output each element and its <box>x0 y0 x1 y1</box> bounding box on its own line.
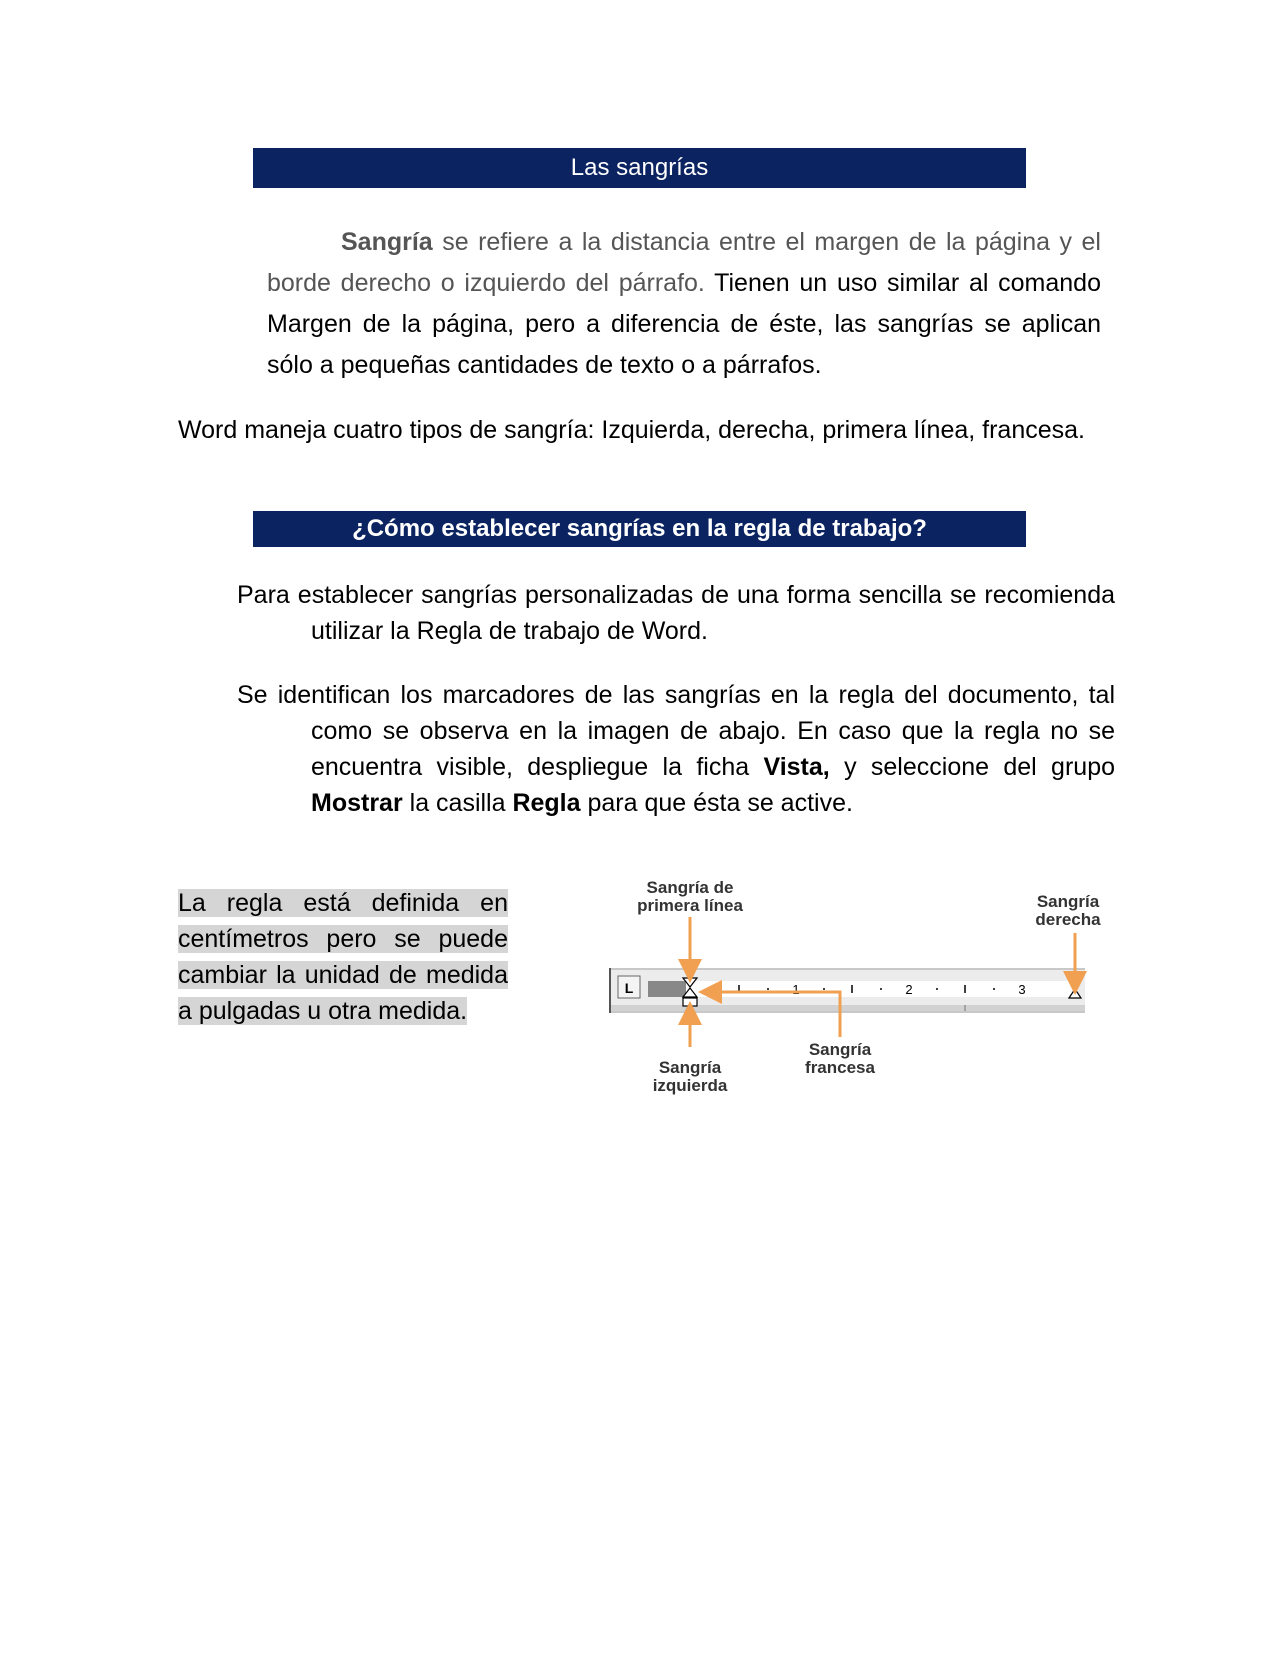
ruler-margin-area <box>648 981 686 997</box>
label-hanging-2: francesa <box>805 1058 875 1077</box>
section-title-como-establecer: ¿Cómo establecer sangrías en la regla de trabajo? <box>253 511 1026 547</box>
side-note <box>178 885 508 1029</box>
tick-label-1: 1 <box>792 982 800 997</box>
tick-label-2: 2 <box>905 982 913 997</box>
label-hanging-1: Sangría <box>808 1040 872 1059</box>
paragraph-marcadores <box>237 677 1115 821</box>
paragraph-definition <box>267 222 1101 386</box>
tab-selector-glyph: L <box>624 980 634 996</box>
term-sangria: Sangría <box>341 228 433 256</box>
side-note-text: La regla está definida en centímetros pero se puede cambiar la unidad de medida a pulgadas u otra medida. <box>178 889 508 1025</box>
p4-text-c: la casilla <box>402 789 513 817</box>
label-first-line-1: Sangría de <box>646 878 734 897</box>
label-right-2: derecha <box>1035 910 1101 929</box>
label-first-line-2: primera línea <box>637 896 743 915</box>
paragraph-types: Word maneja cuatro tipos de sangría: Izquierda, derecha, primera línea, francesa. <box>178 416 1085 444</box>
label-left-1: Sangría <box>658 1058 722 1077</box>
section-title-sangrias: Las sangrías <box>253 148 1026 188</box>
definition-rest: Tienen un uso similar al comando Margen de la página, pero a diferencia de éste, las sangrías se aplican sólo a pequeñas cantidades de texto o a párrafos. <box>267 269 1101 379</box>
p4-text-d: para que ésta se active. <box>580 789 853 817</box>
paragraph-establecer: Para establecer sangrías personalizadas de una forma sencilla se recomienda utilizar la Regla de trabajo de Word. <box>237 581 1115 645</box>
ruler-bottom-edge <box>610 1005 1085 1011</box>
p4-vista: Vista, <box>763 753 830 781</box>
tick-label-3: 3 <box>1018 982 1026 997</box>
p4-regla: Regla <box>512 789 581 817</box>
p4-mostrar: Mostrar <box>311 789 403 817</box>
p4-text-a: Se identifican los marcadores de las sangrías en la regla del documento, tal como se observa en la imagen de abajo. En caso que la regla no se encuentra visible, despliegue la ficha <box>237 681 1115 781</box>
left-indent-marker[interactable] <box>683 998 697 1006</box>
label-left-2: izquierda <box>652 1076 728 1095</box>
label-right-1: Sangría <box>1036 892 1100 911</box>
p4-text-b: y seleccione del grupo <box>829 753 1115 781</box>
ruler-figure <box>600 875 1120 1110</box>
definition-text: se refiere a la distancia entre el margen de la página y el borde derecho o izquierdo del párrafo. <box>267 228 1101 297</box>
